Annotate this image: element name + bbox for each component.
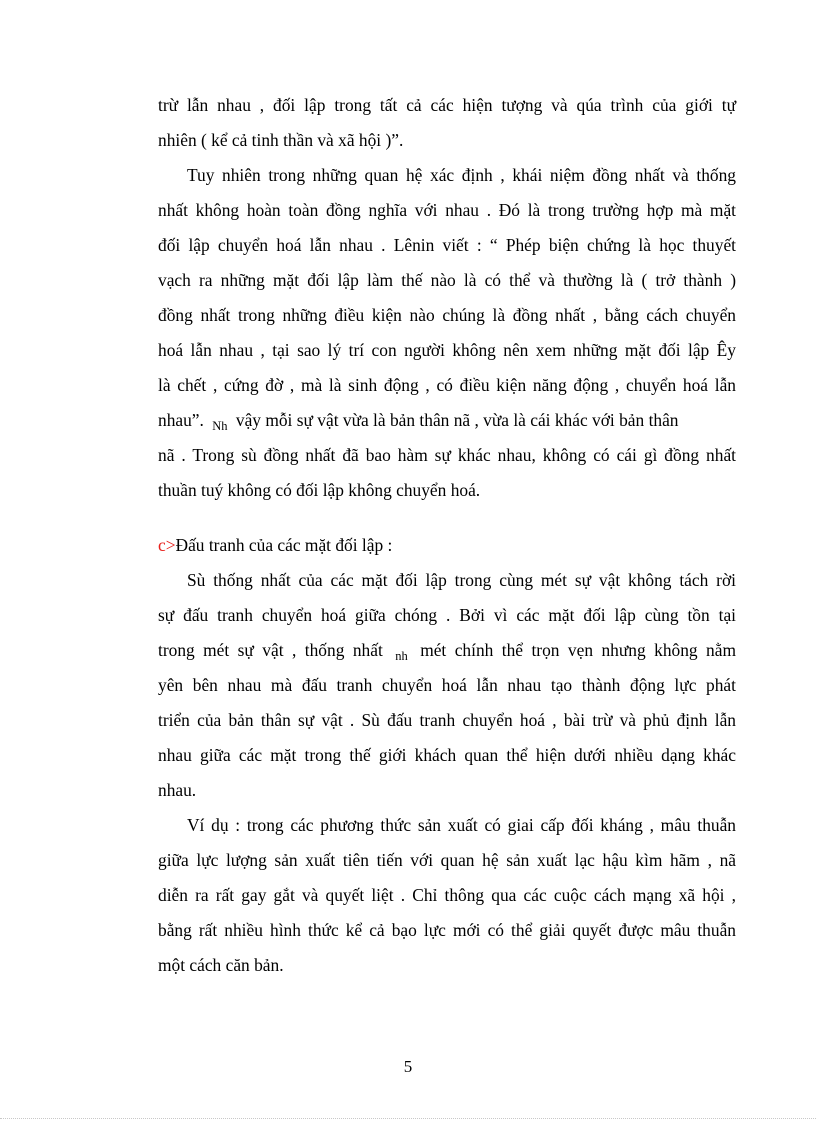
paragraph-line: triển của bản thân sự vật . Sù đấu tranh chuyển hoá , bài trừ và phủ định lẫn — [158, 710, 736, 730]
paragraph-line: nã . Trong sù đồng nhất đã bao hàm sự khác nhau, không có cái gì đồng nhất — [158, 445, 736, 465]
paragraph-line: giữa lực lượng sản xuất tiên tiến với quan hệ sản xuất lạc hậu kìm hãm , nã — [158, 850, 736, 870]
paragraph-line: Sù thống nhất của các mặt đối lập trong cùng mét sự vật không tách rời — [187, 570, 736, 590]
paragraph-line: sự đấu tranh chuyển hoá giữa chóng . Bởi vì các mặt đối lập cùng tồn tại — [158, 605, 736, 625]
paragraph-text: trong mét sự vật , thống nhất — [158, 640, 383, 660]
paragraph-line: diễn ra rất gay gắt và quyết liệt . Chỉ thông qua các cuộc cách mạng xã hội , — [158, 885, 736, 905]
paragraph-line: nhau giữa các mặt trong thế giới khách quan thể hiện dưới nhiều dạng khác — [158, 745, 736, 765]
subscript-fragment: nh — [395, 649, 408, 663]
paragraph-line: Tuy nhiên trong những quan hệ xác định , khái niệm đồng nhất và thống — [187, 165, 736, 185]
paragraph-line: hoá lẫn nhau , tại sao lý trí con người không nên xem những mặt đối lập Êy — [158, 340, 736, 360]
paragraph-line: yên bên nhau mà đấu tranh chuyển hoá lẫn nhau tạo thành động lực phát — [158, 675, 736, 695]
section-title: Đấu tranh của các mặt đối lập : — [175, 535, 393, 555]
paragraph-line — [158, 409, 679, 433]
paragraph-line: trừ lẫn nhau , đối lập trong tất cả các hiện tượng và qúa trình của giới tự — [158, 95, 736, 115]
subscript-fragment: Nh — [212, 419, 228, 433]
paragraph-line: một cách căn bản. — [158, 955, 284, 975]
section-heading — [158, 534, 392, 556]
paragraph-line: đối lập chuyển hoá lẫn nhau . Lênin viết : “ Phép biện chứng là học thuyết — [158, 235, 736, 255]
page-number: 5 — [403, 1057, 413, 1076]
paragraph-line: bằng rất nhiều hình thức kể cả bạo lực mới có thể giải quyết được mâu thuẫn — [158, 920, 736, 940]
paragraph-line: nhiên ( kể cả tinh thần và xã hội )”. — [158, 130, 404, 150]
section-marker: c> — [158, 535, 176, 555]
paragraph-text: vậy mỗi sự vật vừa là bản thân nã , vừa là cái khác với bản thân — [235, 410, 679, 430]
paragraph-line: nhau. — [158, 780, 197, 800]
paragraph-line: thuần tuý không có đối lập không chuyển hoá. — [158, 480, 481, 500]
page-bottom-divider — [0, 1118, 816, 1119]
paragraph-line: là chết , cứng đờ , mà là sinh động , có điều kiện năng động , chuyển hoá lẫn — [158, 375, 736, 395]
paragraph-line: nhất không hoàn toàn đồng nghĩa với nhau . Đó là trong trường hợp mà mặt — [158, 200, 736, 220]
paragraph-line — [158, 639, 736, 663]
paragraph-text: mét chính thể trọn vẹn nhưng không nằm — [420, 640, 736, 660]
paragraph-line: Ví dụ : trong các phương thức sản xuất có giai cấp đối kháng , mâu thuẫn — [187, 815, 736, 835]
paragraph-line: đồng nhất trong những điều kiện nào chúng là đồng nhất , bằng cách chuyển — [158, 305, 736, 325]
paragraph-line: vạch ra những mặt đối lập làm thế nào là có thể và thường là ( trở thành ) — [158, 270, 736, 290]
paragraph-text: nhau”. — [158, 410, 204, 430]
